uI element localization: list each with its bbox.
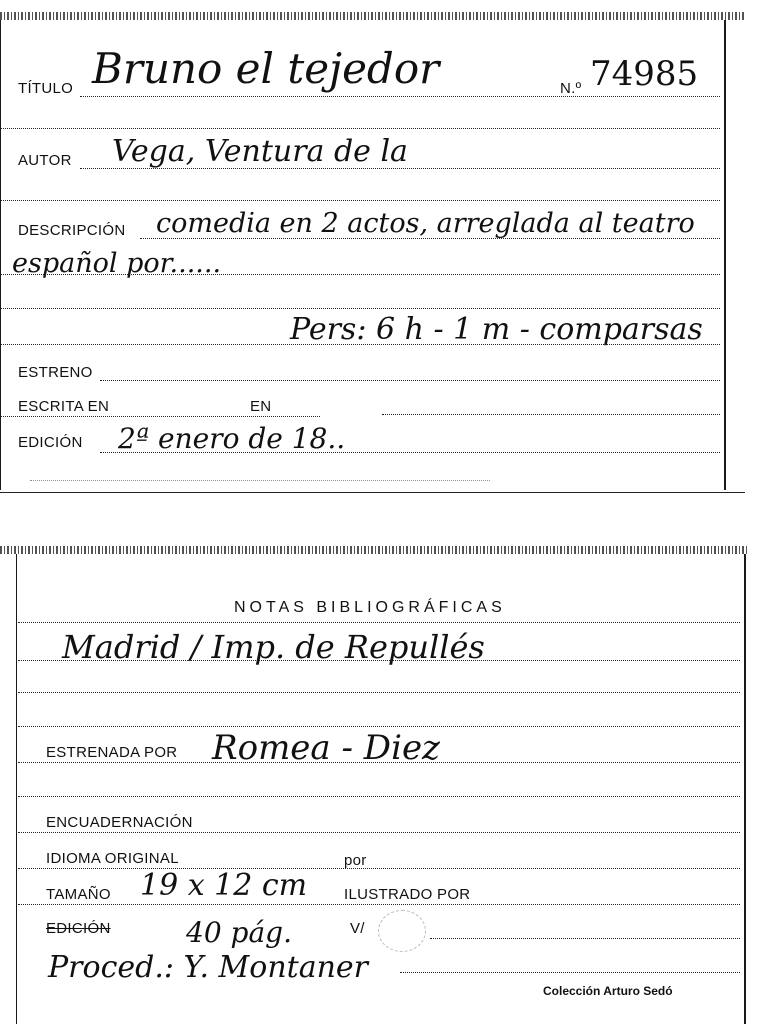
faint-line — [30, 480, 490, 481]
estrenada-label: ESTRENADA POR — [46, 744, 178, 761]
autor-label: AUTOR — [18, 152, 72, 169]
edicion-label: EDICIÓN — [18, 434, 83, 451]
idioma-line — [18, 868, 740, 869]
por-label: por — [344, 852, 367, 869]
estreno-line — [100, 380, 720, 381]
paginas-value: 40 pág. — [186, 916, 292, 949]
escrita-label: ESCRITA EN — [18, 398, 110, 415]
card-right-edge — [724, 20, 726, 490]
idioma-label: IDIOMA ORIGINAL — [46, 850, 179, 867]
autor-line — [80, 168, 720, 169]
blank-line — [18, 796, 740, 797]
collection-credit: Colección Arturo Sedó — [543, 984, 673, 998]
encuadernacion-label: ENCUADERNACIÓN — [46, 814, 193, 831]
estrenada-value: Romea - Diez — [212, 728, 440, 768]
tamano-line — [18, 904, 740, 905]
notas-line — [18, 660, 740, 661]
ilustrado-label: ILUSTRADO POR — [344, 886, 471, 903]
notas-line — [18, 622, 740, 623]
numero-label: N.º — [560, 80, 582, 97]
tamano-label: TAMAÑO — [46, 886, 111, 903]
personajes-value: Pers: 6 h - 1 m - comparsas — [290, 312, 703, 347]
stain-mark — [378, 910, 426, 952]
autor-value: Vega, Ventura de la — [112, 134, 408, 169]
blank-line — [0, 308, 720, 309]
card-left-edge — [16, 554, 17, 1024]
catalog-card-front — [0, 0, 759, 500]
descripcion-line1: comedia en 2 actos, arreglada al teatro — [156, 208, 695, 239]
numero-value: 74985 — [590, 54, 699, 94]
blank-line — [18, 726, 740, 727]
notas-heading: NOTAS BIBLIOGRÁFICAS — [234, 599, 506, 616]
v-label: V/ — [350, 920, 365, 937]
blank-line — [0, 128, 720, 129]
edicion2-label: EDICIÓN — [46, 920, 111, 937]
proced-line — [400, 972, 740, 973]
descripcion-line — [0, 274, 720, 275]
proced-value: Proced.: Y. Montaner — [48, 950, 368, 985]
blank-line — [18, 692, 740, 693]
card-left-edge — [0, 20, 1, 490]
escrita-en-line — [382, 414, 720, 415]
edicion-value: 2ª enero de 18.. — [118, 422, 346, 455]
descripcion-line — [140, 238, 720, 239]
escrita-line — [0, 416, 320, 417]
encuadernacion-line — [18, 832, 740, 833]
edicion-line — [100, 452, 720, 453]
blank-line — [0, 200, 720, 201]
estrenada-line — [18, 762, 740, 763]
edicion-line — [430, 938, 740, 939]
escrita-en-label: EN — [250, 398, 272, 415]
titulo-value: Bruno el tejedor — [92, 44, 440, 93]
personajes-line — [0, 344, 720, 345]
card-right-edge — [744, 554, 746, 1024]
notas-value: Madrid / Imp. de Repullés — [62, 628, 485, 666]
card-top-border — [0, 546, 749, 554]
estreno-label: ESTRENO — [18, 364, 93, 381]
descripcion-label: DESCRIPCIÓN — [18, 222, 126, 239]
tamano-value: 19 x 12 cm — [140, 868, 308, 903]
catalog-card-back — [0, 540, 759, 1028]
card-bottom-edge — [0, 492, 745, 493]
card-top-border — [0, 12, 745, 20]
titulo-label: TÍTULO — [18, 80, 74, 97]
titulo-line — [80, 96, 720, 97]
descripcion-line2: español por...... — [12, 248, 222, 279]
